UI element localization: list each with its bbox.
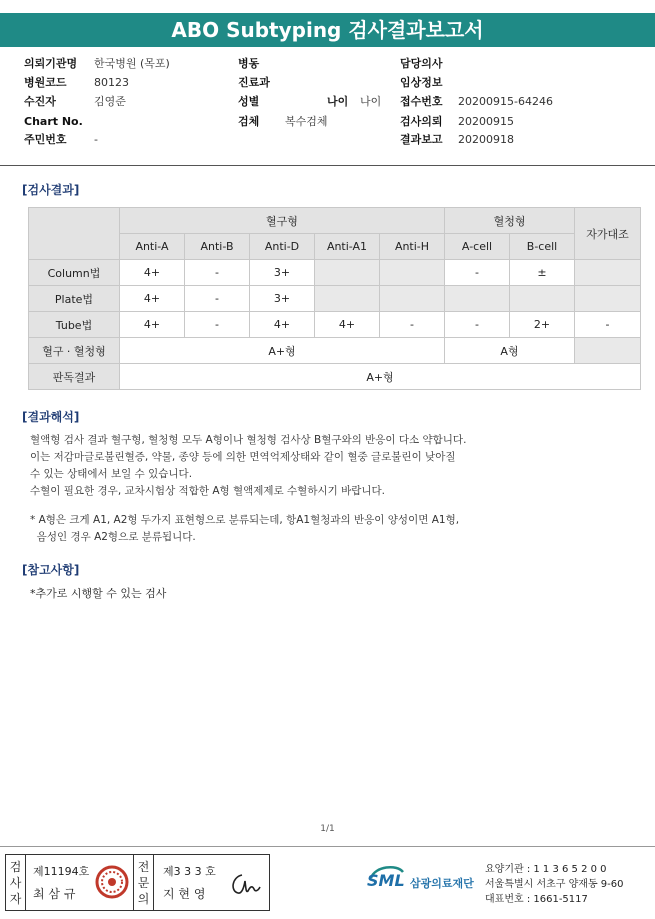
cell-type-result: A+형: [120, 338, 445, 364]
value-report-date: 20200918: [458, 133, 514, 146]
col-header: A-cell: [445, 234, 510, 260]
col-header: Anti-A1: [315, 234, 380, 260]
value-age: 나이: [360, 95, 382, 108]
table-cell: 4+: [120, 286, 185, 312]
table-cell: [510, 286, 575, 312]
table-cell: 4+: [120, 260, 185, 286]
interpretation-line: [30, 500, 466, 512]
value-specimen: 복수검체: [285, 115, 328, 128]
tester-name: 최 삼 규: [33, 887, 76, 901]
tester-license: 제11194호: [33, 865, 90, 878]
row-header: Column법: [29, 260, 120, 286]
interpretation-line: 이는 저감마글로불린혈증, 약물, 종양 등에 의한 면역억제상태와 같이 혈중 글로불린이 낮아질: [30, 451, 456, 463]
table-row: [29, 260, 641, 286]
table-corner: [29, 208, 120, 260]
section-interpretation-heading: [결과해석]: [22, 410, 80, 424]
seal-icon: [95, 865, 129, 899]
info-row: [0, 113, 655, 131]
table-cell: [575, 260, 641, 286]
table-cell: -: [575, 312, 641, 338]
table-cell: [575, 286, 641, 312]
info-row: [0, 93, 655, 111]
report-title: ABO Subtyping 검사결과보고서: [0, 13, 655, 47]
col-header: Anti-D: [250, 234, 315, 260]
interpretation-line: 수 있는 상태에서 보일 수 있습니다.: [30, 468, 193, 480]
institution-info: [485, 862, 624, 907]
header-autocontrol: 자가대조: [575, 208, 641, 260]
logo-text: 삼광의료재단: [410, 877, 474, 890]
footer-divider: [0, 846, 655, 847]
interpretation-text: [30, 432, 466, 546]
table-row: [29, 312, 641, 338]
label-patient: 수진자: [24, 95, 56, 108]
label-doctor: 담당의사: [400, 57, 443, 70]
row-header: 판독결과: [29, 364, 120, 390]
label-receipt-no: 접수번호: [400, 95, 443, 108]
info-row: [0, 74, 655, 92]
col-header: B-cell: [510, 234, 575, 260]
label-request-date: 검사의뢰: [400, 115, 443, 128]
interpretation-line: * A형은 크게 A1, A2형 두가지 표현형으로 분류되는데, 항A1혈청과의 반응이 양성이면 A1형,: [30, 514, 460, 526]
col-header: Anti-B: [185, 234, 250, 260]
institution-code: 요양기관 : 1 1 3 6 5 2 0 0: [485, 864, 607, 875]
patient-info: [0, 51, 655, 166]
info-row: [0, 55, 655, 73]
label-chart-no: Chart No.: [24, 115, 83, 128]
interpretation-line: 수혈이 필요한 경우, 교차시험상 적합한 A형 혈액제제로 수혈하시기 바랍니다.: [30, 485, 385, 497]
institution-phone: 대표번호 : 1661-5117: [485, 894, 588, 905]
value-resident-no: -: [94, 133, 98, 146]
final-result: A+형: [120, 364, 641, 390]
interpretation-line: 혈액형 검사 결과 혈구형, 혈청형 모두 A형이나 혈청형 검사상 B혈구와의 반응이 다소 약합니다.: [30, 434, 467, 446]
section-reference-heading: [참고사항]: [22, 563, 80, 577]
signature-scribble-icon: [228, 871, 262, 897]
result-table: [28, 207, 641, 390]
table-cell: 4+: [120, 312, 185, 338]
row-header: 혈구 · 혈청형: [29, 338, 120, 364]
table-cell: 2+: [510, 312, 575, 338]
table-cell: [380, 260, 445, 286]
label-specimen: 검체: [238, 115, 260, 128]
label-clinical-info: 임상정보: [400, 76, 443, 89]
label-report-date: 결과보고: [400, 133, 443, 146]
specialist-name: 지 현 영: [163, 887, 206, 901]
reference-text: *추가로 시행할 수 있는 검사: [30, 587, 167, 600]
table-cell: 4+: [315, 312, 380, 338]
row-header: Tube법: [29, 312, 120, 338]
value-institution: 한국병원 (목포): [94, 57, 170, 70]
role-label: 전문의: [137, 860, 150, 906]
table-cell: ±: [510, 260, 575, 286]
table-cell: -: [445, 260, 510, 286]
table-cell: [380, 286, 445, 312]
page-number: 1/1: [320, 824, 335, 834]
col-header: Anti-A: [120, 234, 185, 260]
signature-role-tester: [6, 855, 26, 910]
table-cell: 3+: [250, 260, 315, 286]
specialist-license: 제3 3 3 호: [163, 865, 216, 878]
serum-type-result: A형: [445, 338, 575, 364]
table-cell: -: [445, 312, 510, 338]
role-label: 검사자: [9, 860, 22, 906]
table-cell: -: [185, 260, 250, 286]
table-cell: -: [185, 312, 250, 338]
label-institution: 의뢰기관명: [24, 57, 78, 70]
table-row: [29, 286, 641, 312]
table-cell: [445, 286, 510, 312]
label-ward: 병동: [238, 57, 260, 70]
label-resident-no: 주민번호: [24, 133, 67, 146]
label-sex: 성별: [238, 95, 260, 108]
interpretation-line: 음성인 경우 A2형으로 분류됩니다.: [30, 531, 196, 543]
signature-box: [5, 854, 270, 911]
table-cell: 3+: [250, 286, 315, 312]
table-row: [29, 338, 641, 364]
section-result-heading: [검사결과]: [22, 183, 80, 197]
table-cell: -: [380, 312, 445, 338]
label-age: 나이: [327, 95, 349, 108]
info-row: [0, 131, 655, 149]
table-cell: [575, 338, 641, 364]
table-cell: -: [185, 286, 250, 312]
value-hospital-code: 80123: [94, 76, 129, 89]
label-hospital-code: 병원코드: [24, 76, 67, 89]
signature-role-specialist: [134, 855, 154, 910]
label-department: 진료과: [238, 76, 270, 89]
table-cell: [315, 260, 380, 286]
table-cell: 4+: [250, 312, 315, 338]
logo-mark: SML: [367, 871, 405, 890]
header-serum-type: 혈청형: [445, 208, 575, 234]
value-patient: 김영준: [94, 95, 126, 108]
value-request-date: 20200915: [458, 115, 514, 128]
table-cell: [315, 286, 380, 312]
row-header: Plate법: [29, 286, 120, 312]
header-cell-type: 혈구형: [120, 208, 445, 234]
value-receipt-no: 20200915-64246: [458, 95, 553, 108]
institution-address: 서울특별시 서초구 양재동 9-60: [485, 879, 624, 890]
col-header: Anti-H: [380, 234, 445, 260]
table-row: [29, 364, 641, 390]
